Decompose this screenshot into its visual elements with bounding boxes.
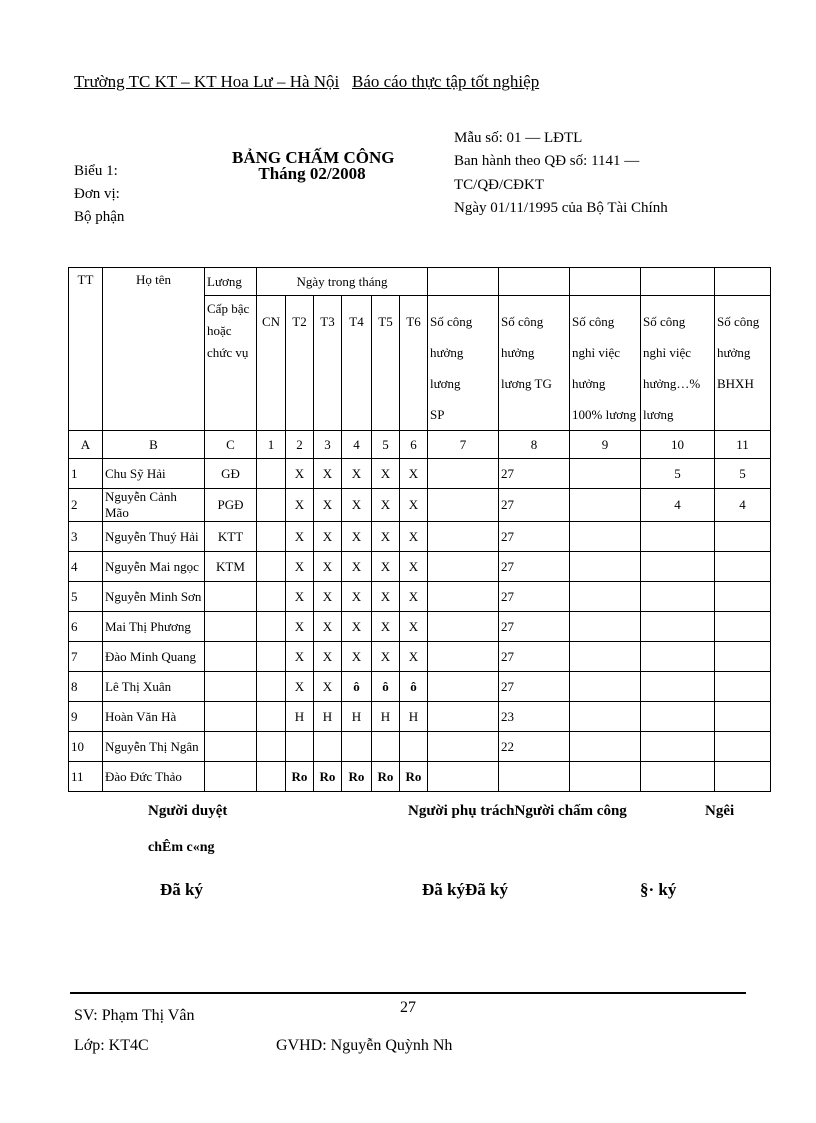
cell-day-mark: X xyxy=(342,552,372,582)
cell-day-mark: X xyxy=(372,642,400,672)
header-day-t5: T5 xyxy=(372,296,400,431)
cell-cong-value xyxy=(715,582,771,612)
cell-day-mark: X xyxy=(400,612,428,642)
cell-day-mark: X xyxy=(372,489,400,522)
cell-cong-value xyxy=(715,522,771,552)
cell-cong-value xyxy=(715,672,771,702)
cell-day-mark xyxy=(257,489,286,522)
cell-day-mark: X xyxy=(400,489,428,522)
index-cell: 6 xyxy=(400,431,428,459)
cell-ho-ten: Nguyễn Minh Sơn xyxy=(103,582,205,612)
cell-cong-value xyxy=(570,672,641,702)
cell-cong-value xyxy=(715,702,771,732)
sig-nguoi-duyet: Người duyệt xyxy=(148,803,228,819)
cell-cong-value xyxy=(715,732,771,762)
cell-day-mark: ô xyxy=(372,672,400,702)
cell-cong-value: 5 xyxy=(641,459,715,489)
cell-day-mark xyxy=(257,459,286,489)
footer-divider xyxy=(70,992,746,994)
header-col-8: Số công hưởng lương TG xyxy=(499,296,570,431)
sig-da-ky-3: §· ký xyxy=(640,880,677,899)
cell-day-mark: X xyxy=(286,582,314,612)
cell-day-mark: X xyxy=(314,552,342,582)
cell-day-mark xyxy=(257,612,286,642)
cell-chuc-vu: KTT xyxy=(205,522,257,552)
cell-day-mark: Ro xyxy=(314,762,342,792)
cell-chuc-vu: GĐ xyxy=(205,459,257,489)
cell-day-mark: X xyxy=(342,489,372,522)
cell-day-mark: X xyxy=(342,522,372,552)
cell-chuc-vu: PGĐ xyxy=(205,489,257,522)
cell-day-mark xyxy=(372,732,400,762)
cell-day-mark xyxy=(257,642,286,672)
cell-cong-value xyxy=(428,522,499,552)
cell-day-mark: X xyxy=(372,522,400,552)
header-col-11: Số công hưởng BHXH xyxy=(715,296,771,431)
cell-cong-value xyxy=(428,612,499,642)
sig-ngoi: Ngêi xyxy=(705,803,735,819)
cell-day-mark: X xyxy=(286,642,314,672)
header-day-t3: T3 xyxy=(314,296,342,431)
cell-tt: 11 xyxy=(69,762,103,792)
cell-cong-value xyxy=(641,642,715,672)
cell-day-mark: X xyxy=(314,672,342,702)
cell-cong-value: 4 xyxy=(641,489,715,522)
cell-ho-ten: Nguyễn Cảnh Mão xyxy=(103,489,205,522)
cell-tt: 3 xyxy=(69,522,103,552)
cell-tt: 5 xyxy=(69,582,103,612)
cell-cong-value xyxy=(641,522,715,552)
cell-day-mark xyxy=(286,732,314,762)
cell-day-mark xyxy=(342,732,372,762)
cell-tt: 2 xyxy=(69,489,103,522)
timesheet-table xyxy=(68,267,771,792)
cell-chuc-vu xyxy=(205,642,257,672)
table-row xyxy=(69,672,771,702)
cell-day-mark: X xyxy=(342,642,372,672)
table-row xyxy=(69,702,771,732)
cell-day-mark: X xyxy=(314,489,342,522)
index-cell: 4 xyxy=(342,431,372,459)
cell-day-mark: X xyxy=(286,459,314,489)
cell-day-mark xyxy=(257,762,286,792)
cell-cong-luong-tg: 27 xyxy=(499,672,570,702)
table-row xyxy=(69,489,771,522)
cell-day-mark: X xyxy=(314,612,342,642)
cell-chuc-vu xyxy=(205,732,257,762)
cell-cong-value xyxy=(428,582,499,612)
cell-cong-value xyxy=(570,642,641,672)
cell-cong-value xyxy=(428,732,499,762)
cell-cong-value xyxy=(428,489,499,522)
header-col-9: Số công nghỉ việc hưởng 100% lương xyxy=(570,296,641,431)
form-code: TC/QĐ/CĐKT xyxy=(454,177,544,193)
cell-cong-value xyxy=(715,762,771,792)
cell-tt: 6 xyxy=(69,612,103,642)
cell-cong-luong-tg: 27 xyxy=(499,459,570,489)
cell-chuc-vu xyxy=(205,702,257,732)
header-col-10: Số công nghỉ việc hưởng…% lương xyxy=(641,296,715,431)
cell-day-mark: H xyxy=(286,702,314,732)
cell-cong-luong-tg: 27 xyxy=(499,642,570,672)
form-bieu: Biểu 1: xyxy=(74,163,118,179)
cell-day-mark: H xyxy=(372,702,400,732)
cell-tt: 10 xyxy=(69,732,103,762)
cell-cong-value xyxy=(428,459,499,489)
cell-day-mark: Ro xyxy=(286,762,314,792)
table-row xyxy=(69,582,771,612)
cell-day-mark: X xyxy=(314,522,342,552)
sig-da-ky-1: Đã ký xyxy=(160,880,203,899)
index-cell: B xyxy=(103,431,205,459)
cell-cong-value xyxy=(715,552,771,582)
cell-cong-value: 4 xyxy=(715,489,771,522)
cell-day-mark xyxy=(400,732,428,762)
cell-cong-value xyxy=(570,702,641,732)
cell-day-mark xyxy=(257,672,286,702)
cell-tt: 4 xyxy=(69,552,103,582)
header-ngay-trong-thang: Ngày trong tháng xyxy=(257,268,428,296)
cell-day-mark: H xyxy=(400,702,428,732)
cell-day-mark: X xyxy=(286,672,314,702)
cell-day-mark xyxy=(257,732,286,762)
cell-cong-luong-tg: 22 xyxy=(499,732,570,762)
header-day-t2: T2 xyxy=(286,296,314,431)
form-bo-phan: Bộ phận xyxy=(74,209,125,225)
cell-day-mark: X xyxy=(286,489,314,522)
cell-day-mark: X xyxy=(400,522,428,552)
cell-day-mark: X xyxy=(314,582,342,612)
cell-cong-value xyxy=(641,672,715,702)
cell-cong-value xyxy=(570,612,641,642)
cell-cong-value: 5 xyxy=(715,459,771,489)
cell-day-mark: X xyxy=(342,582,372,612)
cell-cong-value xyxy=(641,732,715,762)
header-luong: Cấp bậc hoặc chức vụ xyxy=(205,296,257,431)
header-day-cn: CN xyxy=(257,296,286,431)
cell-cong-luong-tg: 27 xyxy=(499,522,570,552)
cell-day-mark: H xyxy=(314,702,342,732)
cell-day-mark xyxy=(257,522,286,552)
form-don-vi: Đơn vị: xyxy=(74,186,120,202)
footer-advisor: GVHD: Nguyễn Quỳnh Nh xyxy=(276,1037,453,1054)
table-row xyxy=(69,642,771,672)
header-row-1 xyxy=(69,268,771,296)
cell-day-mark: X xyxy=(400,642,428,672)
header-day-t6: T6 xyxy=(400,296,428,431)
cell-cong-value xyxy=(428,552,499,582)
cell-cong-luong-tg: 27 xyxy=(499,582,570,612)
sig-da-ky-2: Đã kýĐã ký xyxy=(422,880,508,899)
cell-day-mark: X xyxy=(400,582,428,612)
report-title: Báo cáo thực tập tốt nghiệp xyxy=(352,72,540,91)
table-body xyxy=(69,459,771,792)
cell-cong-luong-tg xyxy=(499,762,570,792)
cell-cong-value xyxy=(641,612,715,642)
cell-ho-ten: Mai Thị Phương xyxy=(103,612,205,642)
cell-chuc-vu xyxy=(205,582,257,612)
cell-cong-luong-tg: 23 xyxy=(499,702,570,732)
cell-cong-value xyxy=(641,762,715,792)
cell-day-mark: X xyxy=(342,459,372,489)
index-cell: 9 xyxy=(570,431,641,459)
index-cell: A xyxy=(69,431,103,459)
header-tt: TT xyxy=(69,268,103,431)
cell-cong-value xyxy=(570,459,641,489)
table-row xyxy=(69,552,771,582)
index-cell: 11 xyxy=(715,431,771,459)
cell-day-mark: X xyxy=(400,552,428,582)
cell-day-mark: X xyxy=(314,459,342,489)
sheet-month: Tháng 02/2008 xyxy=(258,164,366,183)
index-cell: 5 xyxy=(372,431,400,459)
cell-day-mark xyxy=(257,552,286,582)
cell-cong-value xyxy=(570,489,641,522)
cell-day-mark: X xyxy=(286,612,314,642)
cell-ho-ten: Nguyễn Mai ngọc xyxy=(103,552,205,582)
cell-ho-ten: Nguyễn Thuý Hải xyxy=(103,522,205,552)
cell-cong-value xyxy=(428,642,499,672)
cell-day-mark: X xyxy=(372,552,400,582)
cell-day-mark: X xyxy=(372,612,400,642)
sheet-title: BẢNG CHẤM CÔNG xyxy=(232,148,395,167)
index-cell: 2 xyxy=(286,431,314,459)
index-cell: 1 xyxy=(257,431,286,459)
sig-phu-trach: Người phụ tráchNgười chấm công xyxy=(408,803,627,819)
cell-cong-value xyxy=(641,702,715,732)
cell-ho-ten: Đào Minh Quang xyxy=(103,642,205,672)
table-row xyxy=(69,762,771,792)
cell-ho-ten: Lê Thị Xuân xyxy=(103,672,205,702)
table-row xyxy=(69,459,771,489)
cell-cong-value xyxy=(570,732,641,762)
cell-ho-ten: Đào Đức Thảo xyxy=(103,762,205,792)
index-cell: 3 xyxy=(314,431,342,459)
table-row xyxy=(69,732,771,762)
cell-day-mark: ô xyxy=(400,672,428,702)
form-ban-hanh: Ban hành theo QĐ số: 1141 — xyxy=(454,153,640,169)
cell-day-mark: X xyxy=(286,552,314,582)
header-day-t4: T4 xyxy=(342,296,372,431)
table-row xyxy=(69,522,771,552)
form-ngay: Ngày 01/11/1995 của Bộ Tài Chính xyxy=(454,200,668,216)
cell-day-mark xyxy=(314,732,342,762)
cell-chuc-vu xyxy=(205,612,257,642)
cell-cong-value xyxy=(428,762,499,792)
cell-cong-value xyxy=(570,762,641,792)
cell-day-mark: Ro xyxy=(372,762,400,792)
cell-day-mark: ô xyxy=(342,672,372,702)
cell-ho-ten: Chu Sỹ Hải xyxy=(103,459,205,489)
cell-day-mark: X xyxy=(400,459,428,489)
index-cell: 8 xyxy=(499,431,570,459)
cell-day-mark: Ro xyxy=(342,762,372,792)
cell-ho-ten: Hoàn Văn Hà xyxy=(103,702,205,732)
cell-cong-value xyxy=(715,642,771,672)
sig-cham-cong: chÊm c«ng xyxy=(148,840,215,855)
cell-cong-luong-tg: 27 xyxy=(499,489,570,522)
cell-day-mark xyxy=(257,702,286,732)
cell-chuc-vu: KTM xyxy=(205,552,257,582)
header-ho-ten: Họ tên xyxy=(103,268,205,431)
cell-tt: 8 xyxy=(69,672,103,702)
cell-cong-value xyxy=(570,552,641,582)
cell-day-mark: Ro xyxy=(400,762,428,792)
cell-cong-value xyxy=(641,582,715,612)
cell-cong-value xyxy=(570,522,641,552)
footer-student: SV: Phạm Thị Vân xyxy=(74,1007,195,1024)
cell-day-mark: X xyxy=(314,642,342,672)
cell-cong-luong-tg: 27 xyxy=(499,552,570,582)
index-row xyxy=(69,431,771,459)
page-number: 27 xyxy=(400,999,416,1016)
index-cell: C xyxy=(205,431,257,459)
cell-tt: 9 xyxy=(69,702,103,732)
cell-ho-ten: Nguyễn Thị Ngân xyxy=(103,732,205,762)
cell-day-mark: X xyxy=(372,459,400,489)
cell-cong-value xyxy=(715,612,771,642)
cell-cong-luong-tg: 27 xyxy=(499,612,570,642)
header-luong-0: Lương xyxy=(205,268,257,296)
cell-cong-value xyxy=(570,582,641,612)
form-mau-so: Mẫu số: 01 — LĐTL xyxy=(454,130,583,146)
footer-class: Lớp: KT4C xyxy=(74,1037,149,1054)
cell-day-mark: X xyxy=(372,582,400,612)
index-cell: 10 xyxy=(641,431,715,459)
cell-cong-value xyxy=(428,702,499,732)
table-row xyxy=(69,612,771,642)
index-cell: 7 xyxy=(428,431,499,459)
cell-tt: 7 xyxy=(69,642,103,672)
cell-tt: 1 xyxy=(69,459,103,489)
cell-day-mark: X xyxy=(342,612,372,642)
cell-chuc-vu xyxy=(205,762,257,792)
header-col-7: Số công hưởng lương SP xyxy=(428,296,499,431)
cell-cong-value xyxy=(641,552,715,582)
cell-day-mark xyxy=(257,582,286,612)
cell-day-mark: H xyxy=(342,702,372,732)
cell-chuc-vu xyxy=(205,672,257,702)
cell-day-mark: X xyxy=(286,522,314,552)
school-name: Trường TC KT – KT Hoa Lư – Hà Nội xyxy=(74,72,340,91)
cell-cong-value xyxy=(428,672,499,702)
